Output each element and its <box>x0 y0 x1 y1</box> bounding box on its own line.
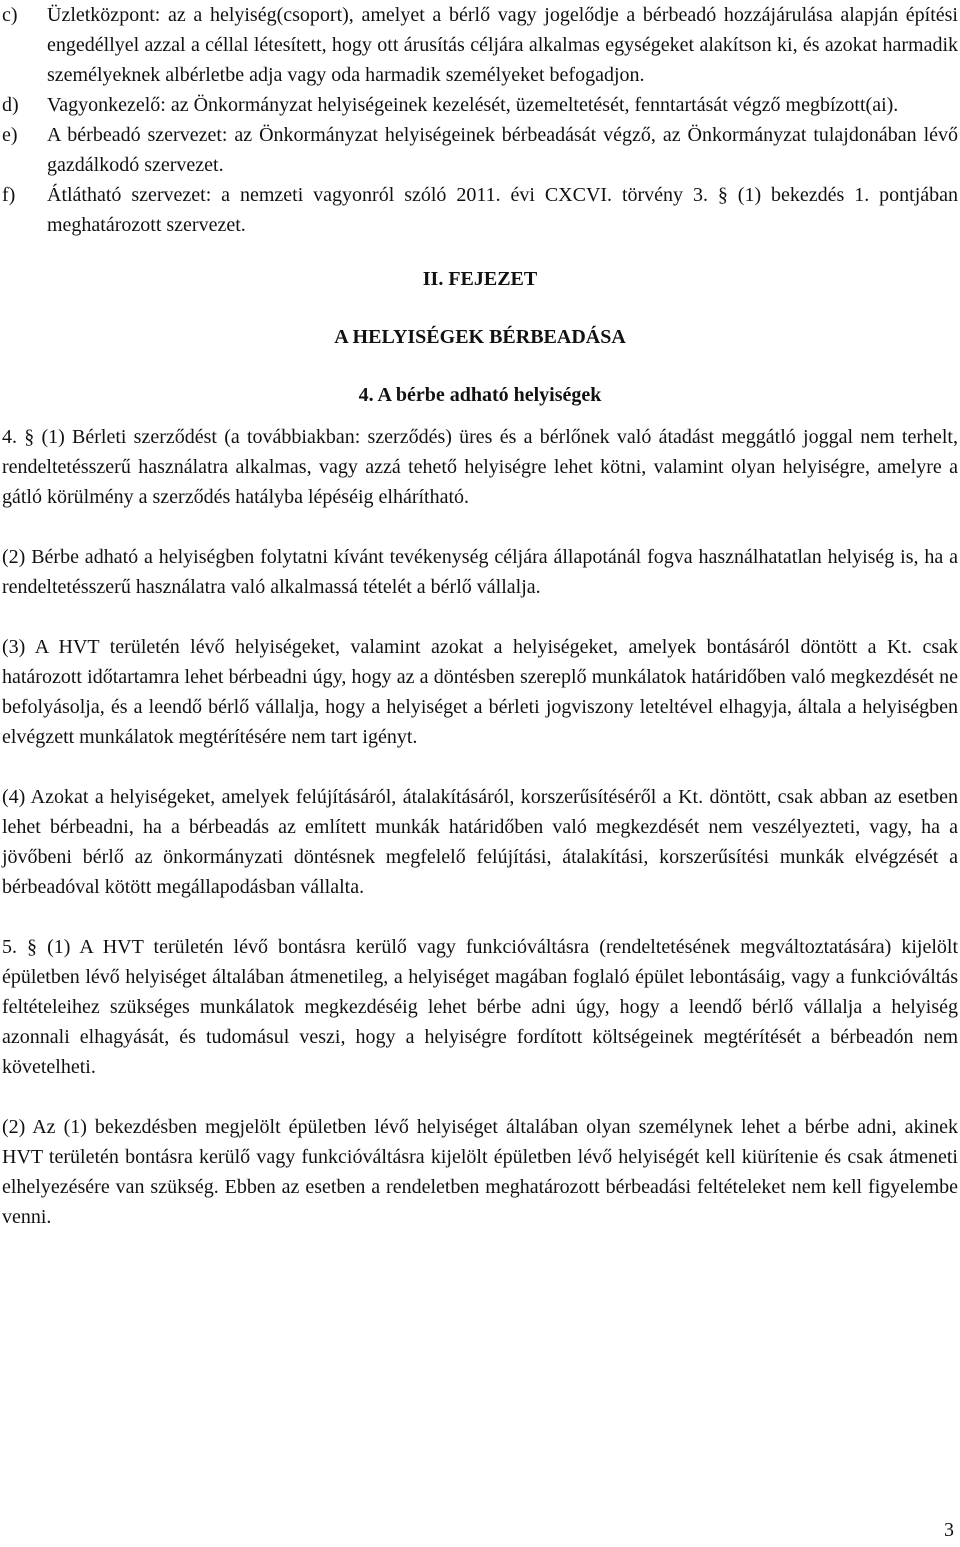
definition-text: Vagyonkezelő: az Önkormányzat helyiségeinek kezelését, üzemeltetését, fenntartását végző megbízott(ai). <box>47 94 899 116</box>
chapter-title: A HELYISÉGEK BÉRBEADÁSA <box>334 326 626 348</box>
definition-text: Átlátható szervezet: a nemzeti vagyonról szóló 2011. évi CXCVI. törvény 3. § (1) bekezdés 1. pontjában meghatározott szervezet. <box>47 184 958 236</box>
paragraph-4-4: (4) Azokat a helyiségeket, amelyek felújításáról, átalakításáról, korszerűsítéséről a Kt. döntött, csak abban az esetben lehet bérbeadni, ha a bérbeadás az említett munkák határidőben való megkezdését nem veszélyezteti, vagy, ha a jövőbeni bérlő az önkormányzati döntésnek megfelelő felújítási, átalakítási, korszerűsítési munkák elvégzését a bérbeadóval kötött megállapodásban vállalta. <box>2 786 958 898</box>
paragraph-5-1: 5. § (1) A HVT területén lévő bontásra kerülő vagy funkcióváltásra (rendeltetésének megváltoztatására) kijelölt épületben lévő helyiséget általában átmenetileg, a helyiséget magában foglaló épület lebontásáig, vagy a funkcióváltás feltételeihez szükséges munkálatok megkezdéséig lehet bérbe adni úgy, hogy a leendő bérlő vállalja a helyiség azonnali elhagyását, és tudomásul veszi, hogy a helyiségre fordított költségeinek megtérítését a bérbeadón nem követelheti. <box>2 936 958 1078</box>
definition-marker: d) <box>2 94 19 116</box>
definition-marker: f) <box>2 184 16 206</box>
paragraph-4-2: (2) Bérbe adható a helyiségben folytatni kívánt tevékenység céljára állapotánál fogva használhatatlan helyiség is, ha a rendeltetésszerű használatra való alkalmassá tételét a bérlő vállalja. <box>2 546 958 598</box>
definition-text: A bérbeadó szervezet: az Önkormányzat helyiségeinek bérbeadását végző, az Önkormányzat tulajdonában lévő gazdálkodó szervezet. <box>47 124 958 176</box>
definition-c <box>2 0 958 90</box>
definition-text: Üzletközpont: az a helyiség(csoport), amelyet a bérlő vagy jogelődje a bérbeadó hozzájárulása alapján építési engedéllyel azzal a céllal létesített, hogy ott árusítás céljára alkalmas egységeket alakítson ki, és azokat harmadik személyeknek albérletbe adja vagy oda harmadik személyeket befogadjon. <box>47 4 958 86</box>
paragraph-4-3: (3) A HVT területén lévő helyiségeket, valamint azokat a helyiségeket, amelyek bontásáról döntött a Kt. csak határozott időtartamra lehet bérbeadni úgy, hogy az a döntésben szereplő munkálatok határidőben való megkezdését ne befolyásolja, és a leendő bérlő vállalja, hogy a helyiséget a bérleti jogviszony leteltével elhagyja, általa a helyiségben elvégzett munkálatok megtérítésére nem tart igényt. <box>2 636 958 748</box>
definition-f <box>2 180 958 240</box>
paragraph-5-2: (2) Az (1) bekezdésben megjelölt épületben lévő helyiséget általában olyan személynek lehet a bérbe adni, akinek HVT területén bontásra kerülő vagy funkcióváltásra kijelölt épületben lévő helyiségét kell kiürítenie és csak átmeneti elhelyezésére van szükség. Ebben az esetben a rendeletben meghatározott bérbeadási feltételeket nem kell figyelembe venni. <box>2 1116 958 1228</box>
page-number: 3 <box>944 1519 954 1541</box>
section-title: 4. A bérbe adható helyiségek <box>358 384 602 406</box>
chapter-number: II. FEJEZET <box>422 268 538 290</box>
definition-marker: c) <box>2 4 18 26</box>
definition-e <box>2 120 958 180</box>
definition-d <box>2 90 958 120</box>
paragraph-4-1: 4. § (1) Bérleti szerződést (a továbbiakban: szerződés) üres és a bérlőnek való átadást meggátló joggal nem terhelt, rendeltetésszerű használatra alkalmas, vagy azzá tehető helyiségre lehet kötni, valamint olyan helyiségre, amelyre a gátló körülmény a szerződés hatályba lépéséig elhárítható. <box>2 426 958 508</box>
definition-marker: e) <box>2 124 18 146</box>
